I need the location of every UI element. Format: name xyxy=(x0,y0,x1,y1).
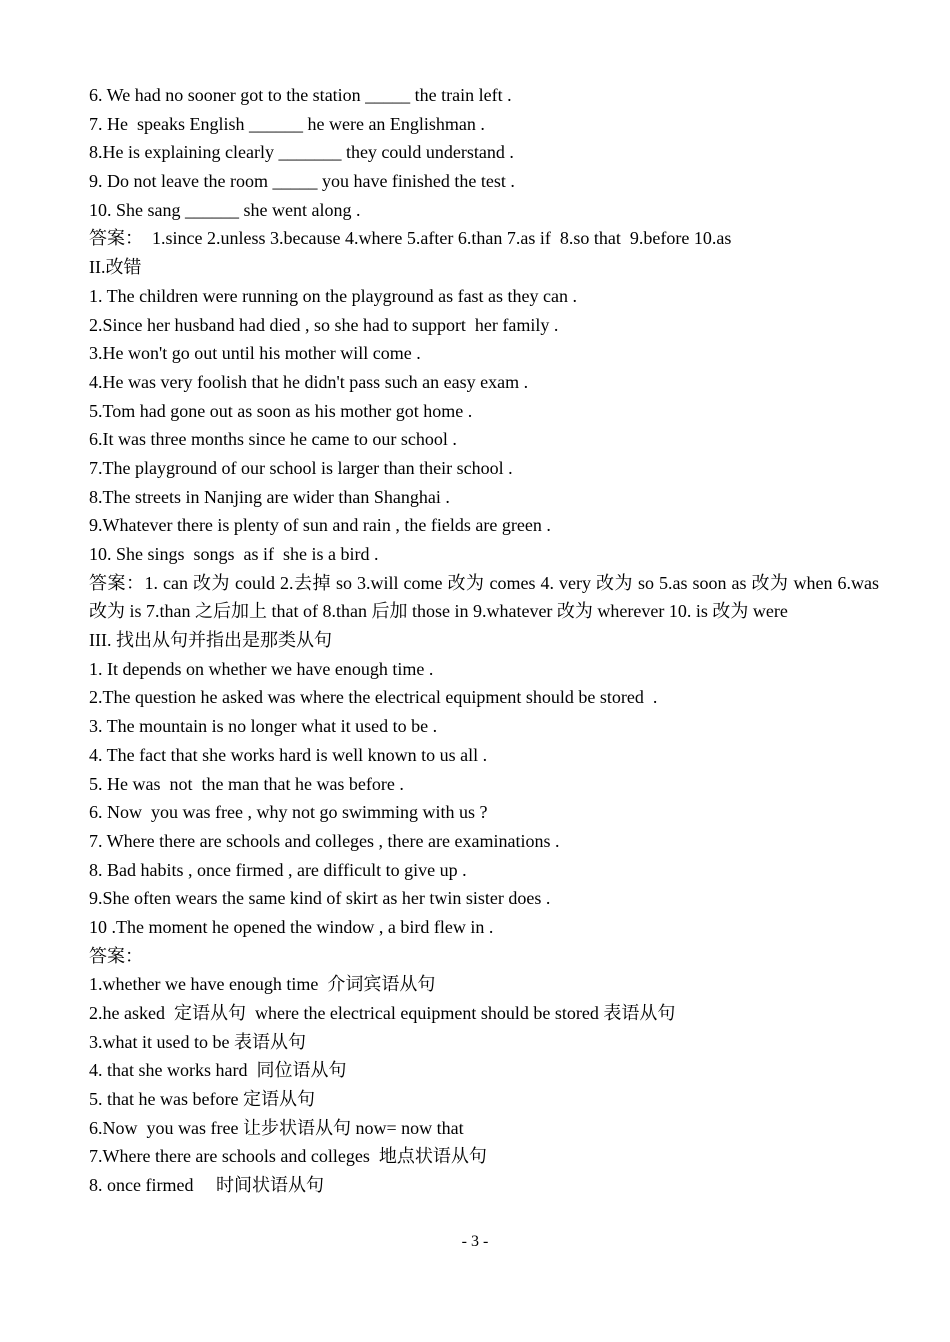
page-content xyxy=(89,81,879,1200)
answer-item: 3.what it used to be 表语从句 xyxy=(89,1031,306,1052)
exercise-item: 10. She sang ______ she went along . xyxy=(89,199,361,220)
exercise-item: 1. The children were running on the playground as fast as they can . xyxy=(89,285,578,306)
exercise-item: 8. Bad habits , once firmed , are difficult to give up . xyxy=(89,859,467,880)
answer-heading: 答案： xyxy=(89,945,143,966)
exercise-item: 4. The fact that she works hard is well known to us all . xyxy=(89,744,488,765)
exercise-item: 3. The mountain is no longer what it used to be . xyxy=(89,716,438,737)
answer-key: 答案：1. can 改为 could 2.去掉 so 3.will come 改为 comes 4. very 改为 so 5.as soon as 改为 when 6.was 改为 is 7.than 之后加上 that of 8.than 后加 those in 9.whatever 改为 wherever 10. is 改为 were xyxy=(89,572,879,622)
answer-item: 7.Where there are schools and colleges 地点状语从句 xyxy=(89,1146,487,1167)
exercise-item: 4.He was very foolish that he didn't pass such an easy exam . xyxy=(89,371,529,392)
answer-item: 4. that she works hard 同位语从句 xyxy=(89,1060,347,1081)
answer-item: 1.whether we have enough time 介词宾语从句 xyxy=(89,974,436,995)
answer-item: 2.he asked 定语从句 where the electrical equipment should be stored 表语从句 xyxy=(89,1003,676,1024)
exercise-item: 7. Where there are schools and colleges , there are examinations . xyxy=(89,830,560,851)
exercise-item: 8.The streets in Nanjing are wider than Shanghai . xyxy=(89,486,450,507)
exercise-item: 10 .The moment he opened the window , a bird flew in . xyxy=(89,916,494,937)
exercise-item: 2.Since her husband had died , so she had to support her family . xyxy=(89,314,559,335)
answer-item: 8. once firmed 时间状语从句 xyxy=(89,1175,324,1196)
exercise-item: 7.The playground of our school is larger than their school . xyxy=(89,457,513,478)
answer-key: 答案： 1.since 2.unless 3.because 4.where 5.after 6.than 7.as if 8.so that 9.before 10.as xyxy=(89,228,732,249)
exercise-item: 6. Now you was free , why not go swimming with us ? xyxy=(89,802,488,823)
exercise-item: 2.The question he asked was where the electrical equipment should be stored . xyxy=(89,687,658,708)
answer-item: 5. that he was before 定语从句 xyxy=(89,1089,315,1110)
exercise-item: 10. She sings songs as if she is a bird . xyxy=(89,544,379,564)
exercise-item: 6. We had no sooner got to the station _____ the train left . xyxy=(89,85,512,105)
exercise-item: 9.She often wears the same kind of skirt as her twin sister does . xyxy=(89,888,551,909)
exercise-item: 5.Tom had gone out as soon as his mother got home . xyxy=(89,400,473,421)
exercise-item: 9.Whatever there is plenty of sun and rain , the fields are green . xyxy=(89,515,551,536)
section-heading: III. 找出从句并指出是那类从句 xyxy=(89,630,332,651)
page-number: - 3 - xyxy=(461,1233,489,1250)
exercise-item: 8.He is explaining clearly _______ they could understand . xyxy=(89,142,514,163)
answer-item: 6.Now you was free 让步状语从句 now= now that xyxy=(89,1117,464,1138)
exercise-item: 1. It depends on whether we have enough time . xyxy=(89,658,434,679)
exercise-item: 7. He speaks English ______ he were an Englishman . xyxy=(89,113,485,134)
exercise-item: 3.He won't go out until his mother will come . xyxy=(89,343,421,364)
exercise-item: 6.It was three months since he came to our school . xyxy=(89,429,457,450)
exercise-item: 9. Do not leave the room _____ you have finished the test . xyxy=(89,171,515,192)
exercise-item: 5. He was not the man that he was before . xyxy=(89,773,404,794)
section-heading: II.改错 xyxy=(89,257,142,278)
